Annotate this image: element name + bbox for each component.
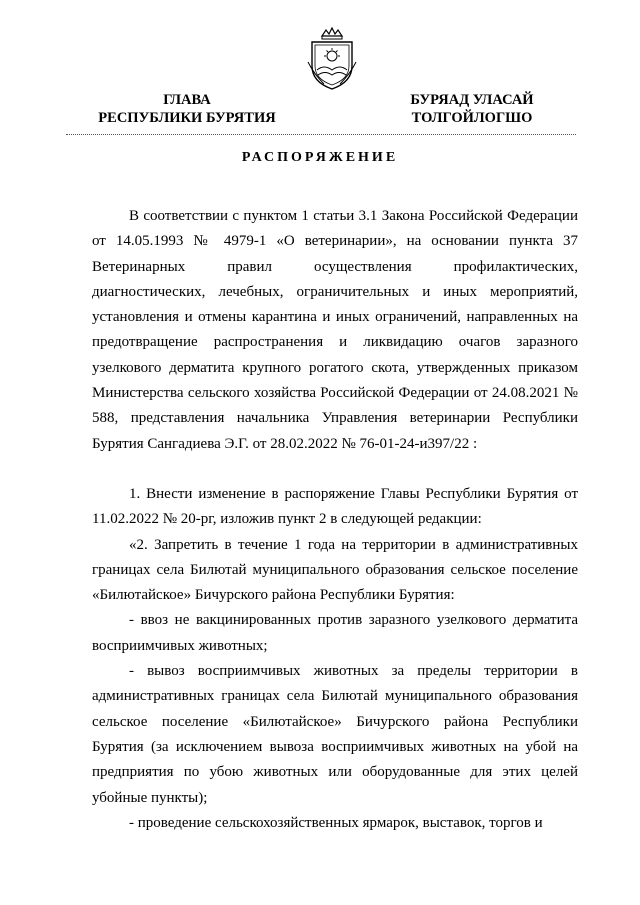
restriction-import-item: - ввоз не вакцинированных против заразного узелкового дерматита восприимчивых животных; xyxy=(92,612,578,654)
issuer-russian-line2: РЕСПУБЛИКИ БУРЯТИЯ xyxy=(98,110,276,126)
issuer-buryat-line2: ТОЛГОЙЛОГШО xyxy=(411,110,533,126)
header-divider xyxy=(66,134,576,135)
issuer-russian xyxy=(92,91,282,127)
restriction-export-item: - вывоз восприимчивых животных за пределы территории в административных границах села Билютай муниципального образования сельское поселение «Билютайское» Бичурского района Республики Бурятия (за исключением вывоза восприимчивых животных на убой на предприятия по убою животных или оборудованные для этих целей убойные пункты); xyxy=(92,663,578,806)
clause-1-paragraph: 1. Внести изменение в распоряжение Главы Республики Бурятия от 11.02.2022 № 20-рг, изложив пункт 2 в следующей редакции: xyxy=(92,485,578,528)
clause-2-paragraph: «2. Запретить в течение 1 года на территории в административных границах села Билютай муниципального образования сельское поселение «Билютайское» Бичурского района Республики Бурятия: xyxy=(92,536,578,604)
document-body xyxy=(92,204,578,836)
issuer-buryat-line1: БУРЯАД УЛАСАЙ xyxy=(410,92,534,108)
restriction-events-item: - проведение сельскохозяйственных ярмарок, выставок, торгов и xyxy=(129,814,543,831)
issuer-russian-line1: ГЛАВА xyxy=(163,92,211,108)
preamble-paragraph: В соответствии с пунктом 1 статьи 3.1 Закона Российской Федерации от 14.05.1993 № 4979-1 «О ветеринарии», на основании пункта 37 Ветеринарных правил осуществления профилактических, диагностических, лечебных, ограничительных и иных мероприятий, установления и отмены карантина и иных ограничений, направленных на предотвращение распространения и ликвидацию очагов заразного узелкового дерматита крупного рогатого скота, утвержденных приказом Министерства сельского хозяйства Российской Федерации от 24.08.2021 № 588, представления начальника Управления ветеринарии Республики Бурятия Сангадиева Э.Г. от 28.02.2022 № 76-01-24-и397/22 : xyxy=(92,208,578,452)
document-title: РАСПОРЯЖЕНИЕ xyxy=(241,150,399,165)
coat-of-arms-emblem xyxy=(304,26,360,92)
issuer-buryat xyxy=(392,91,552,127)
